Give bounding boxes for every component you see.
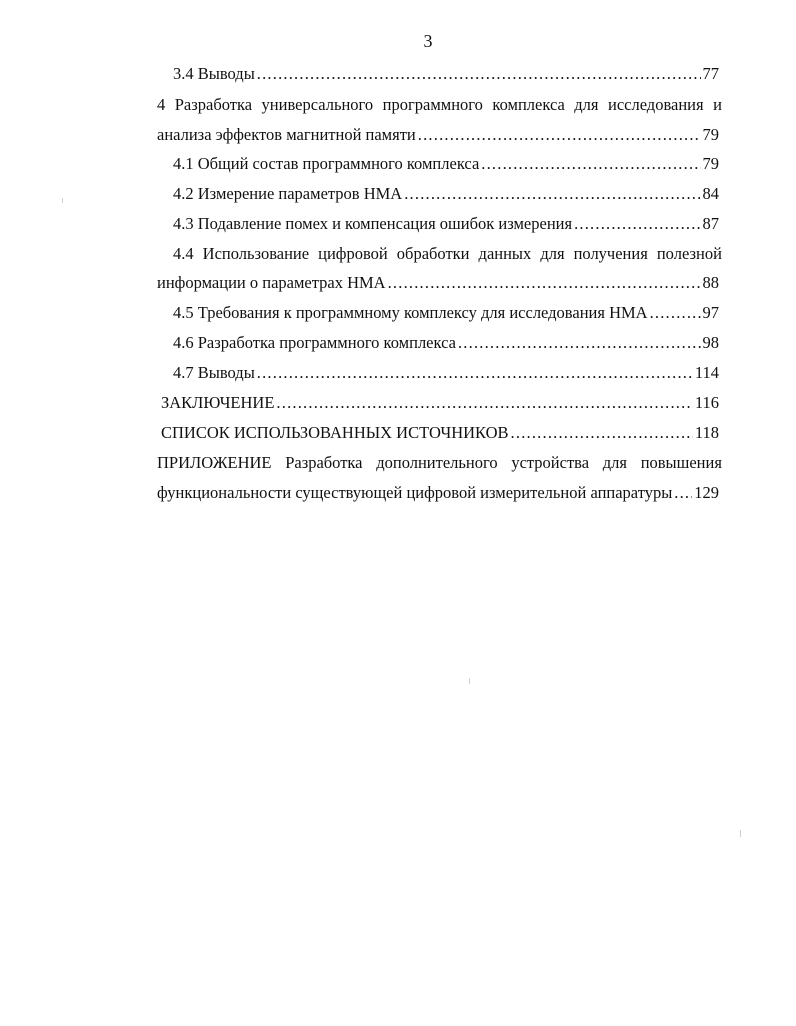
word: для [574,95,599,114]
word: универсального [261,95,374,114]
toc-entry-3-4 [173,63,719,85]
toc-entry-4-1 [173,153,719,175]
toc-entry-page: 77 [702,64,719,83]
toc-entry-title: анализа эффектов магнитной памяти [157,125,416,144]
toc-entry-page: 129 [694,483,719,502]
word: повышения [640,453,722,472]
toc-entry-title: 4.1 Общий состав программного комплекса [173,154,480,173]
toc-entry-title: 3.4 Выводы [173,64,255,83]
toc-entry-page: 88 [702,273,719,292]
word: программного [382,95,483,114]
leader-dots [481,153,700,175]
word: устройства [511,453,590,472]
word: дополнительного [376,453,498,472]
word: данных [478,244,532,263]
word: цифровой [318,244,388,263]
toc-entry-4-4-line1 [173,243,722,265]
toc-entry-title: 4.5 Требования к программному комплексу для исследования НМА [173,303,648,322]
toc-entry-title: 4.3 Подавление помех и компенсация ошибок измерения [173,214,573,233]
leader-dots [388,272,701,294]
page-number: 3 [423,31,433,51]
leader-dots [511,422,693,444]
scan-speck [469,678,470,684]
toc-entry-page: 79 [702,125,719,144]
toc-entry-4-5 [173,302,719,324]
word: для [602,453,627,472]
scan-speck [740,830,741,837]
toc-entry-title: 4.2 Измерение параметров НМА [173,184,403,203]
toc-entry-page: 114 [694,363,719,382]
word: Разработка [174,95,253,114]
toc-entry-title: 4.7 Выводы [173,363,255,382]
toc-entry-4-4-line2 [157,272,719,294]
toc-entry-title: СПИСОК ИСПОЛЬЗОВАННЫХ ИСТОЧНИКОВ [161,423,509,442]
toc-entry-appendix-line2 [157,482,719,504]
leader-dots [458,332,701,354]
toc-entry-title: функциональности существующей цифровой измерительной аппаратуры [157,483,673,502]
toc-entry-4-2 [173,183,719,205]
word: полезной [656,244,722,263]
word: обработки [396,244,470,263]
toc-entry-conclusion [161,392,719,414]
word: комплекса [492,95,565,114]
word: для [540,244,565,263]
word: Разработка [285,453,363,472]
toc-entry-page: 84 [702,184,719,203]
leader-dots [404,183,700,205]
toc-entry-page: 116 [694,393,719,412]
leader-dots [418,124,701,146]
toc-entry-appendix-line1 [157,452,722,474]
scan-speck [62,198,63,203]
word: 4 [157,95,166,114]
leader-dots [257,63,701,85]
toc-entry-4-line1 [157,94,722,116]
toc-entry-title: информации о параметрах НМА [157,273,386,292]
toc-entry-4-6 [173,332,719,354]
toc-entry-4-7 [173,362,719,384]
toc-entry-4-line2 [157,124,719,146]
leader-dots [276,392,692,414]
toc-entry-title: ЗАКЛЮЧЕНИЕ [161,393,275,412]
word: и [713,95,722,114]
toc-entry-page: 79 [702,154,719,173]
word: ПРИЛОЖЕНИЕ [157,453,272,472]
leader-dots [257,362,693,384]
leader-dots [650,302,701,324]
word: получения [573,244,648,263]
leader-dots [674,482,692,504]
toc-entry-4-3 [173,213,719,235]
toc-entry-title: 4.6 Разработка программного комплекса [173,333,456,352]
leader-dots [574,213,700,235]
word: исследования [607,95,704,114]
toc-entry-page: 98 [702,333,719,352]
word: 4.4 [173,244,194,263]
toc-entry-page: 97 [702,303,719,322]
toc-entry-references [161,422,719,444]
toc-entry-page: 118 [694,423,719,442]
toc-entry-page: 87 [702,214,719,233]
word: Использование [202,244,310,263]
